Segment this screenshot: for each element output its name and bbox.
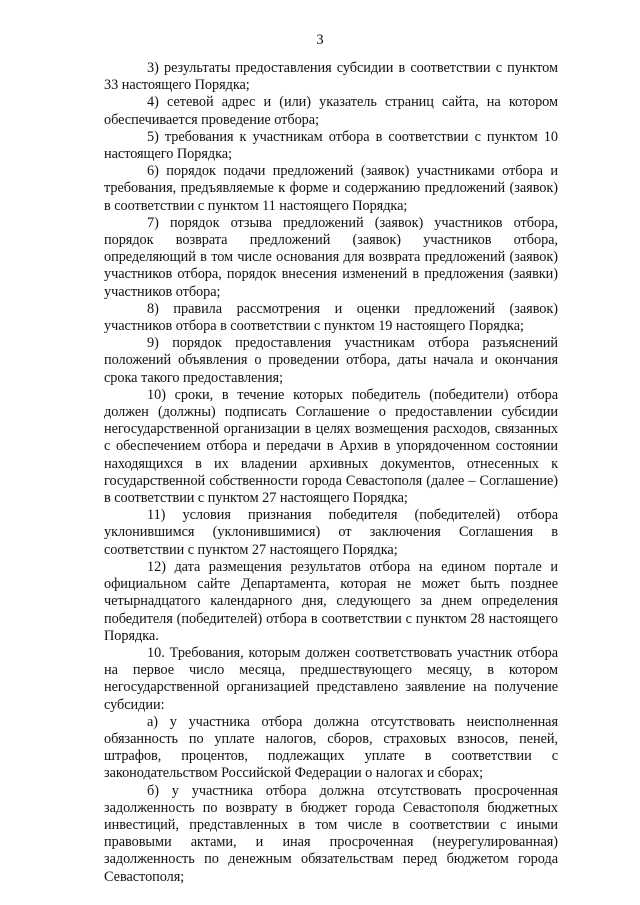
subitem-b-overdue-debt: б) у участника отбора должна отсутствовать просроченная задолженность по возврату в бюджет города Севастополя бюджетных инвестиций, представленных в том числе в соответствии с иными правовыми актами, и иная просроченная (неурегулированная) задолженность по денежным обязательствам перед бюджетом города Севастополя;: [104, 782, 558, 885]
list-item-12-results-publication: 12) дата размещения результатов отбора на едином портале и официальном сайте Департамента, которая не может быть позднее четырнадцатого календарного дня, следующего за днем определения победителя (победителей) отбора в соответствии с пунктом 28 настоящего Порядка.: [104, 558, 558, 644]
page-number: 3: [316, 32, 324, 48]
list-item-11-evasion-conditions: 11) условия признания победителя (победителей) отбора уклонившимся (уклонившимися) от заключения Соглашения в соответствии с пунктом 27 настоящего Порядка;: [104, 507, 558, 558]
list-item-5-participant-requirements: 5) требования к участникам отбора в соответствии с пунктом 10 настоящего Порядка;: [104, 128, 558, 163]
list-item-7-withdrawal-procedure: 7) порядок отзыва предложений (заявок) участников отбора, порядок возврата предложений (заявок) участников отбора, определяющий в том числе основания для возврата предложений (заявок) участников отбора, порядок внесения изменений в предложения (заявки) участников отбора;: [104, 214, 558, 300]
document-body: [104, 60, 558, 886]
list-item-8-review-rules: 8) правила рассмотрения и оценки предложений (заявок) участников отбора в соответствии с пунктом 19 настоящего Порядка;: [104, 300, 558, 335]
list-item-10-signing-deadlines: 10) сроки, в течение которых победитель (победители) отбора должен (должны) подписать Соглашение о предоставлении субсидии негосударственной организации в целях возмещения расходов, связанных с обеспечением отбора и передачи в Архив в упорядоченном состоянии находящихся в их владении архивных документов, отнесенных к государственной собственности города Севастополя (далее – Соглашение) в соответствии с пунктом 27 настоящего Порядка;: [104, 386, 558, 507]
list-item-6-application-procedure: 6) порядок подачи предложений (заявок) участниками отбора и требования, предъявляемые к форме и содержанию предложений (заявок) в соответствии с пунктом 11 настоящего Порядка;: [104, 163, 558, 214]
subitem-a-tax-obligations: а) у участника отбора должна отсутствовать неисполненная обязанность по уплате налогов, сборов, страховых взносов, пеней, штрафов, процентов, подлежащих уплате в соответствии с законодательством Российской Федерации о налогах и сборах;: [104, 713, 558, 782]
section-10-requirements: 10. Требования, которым должен соответствовать участник отбора на первое число месяца, предшествующего месяцу, в котором негосударственной организацией представлено заявление на получение субсидии:: [104, 644, 558, 713]
list-item-4-network-address: 4) сетевой адрес и (или) указатель страниц сайта, на котором обеспечивается проведение отбора;: [104, 94, 558, 128]
list-item-3-results: 3) результаты предоставления субсидии в соответствии с пунктом 33 настоящего Порядка;: [104, 60, 558, 94]
list-item-9-clarification-procedure: 9) порядок предоставления участникам отбора разъяснений положений объявления о проведении отбора, даты начала и окончания срока такого предоставления;: [104, 335, 558, 386]
